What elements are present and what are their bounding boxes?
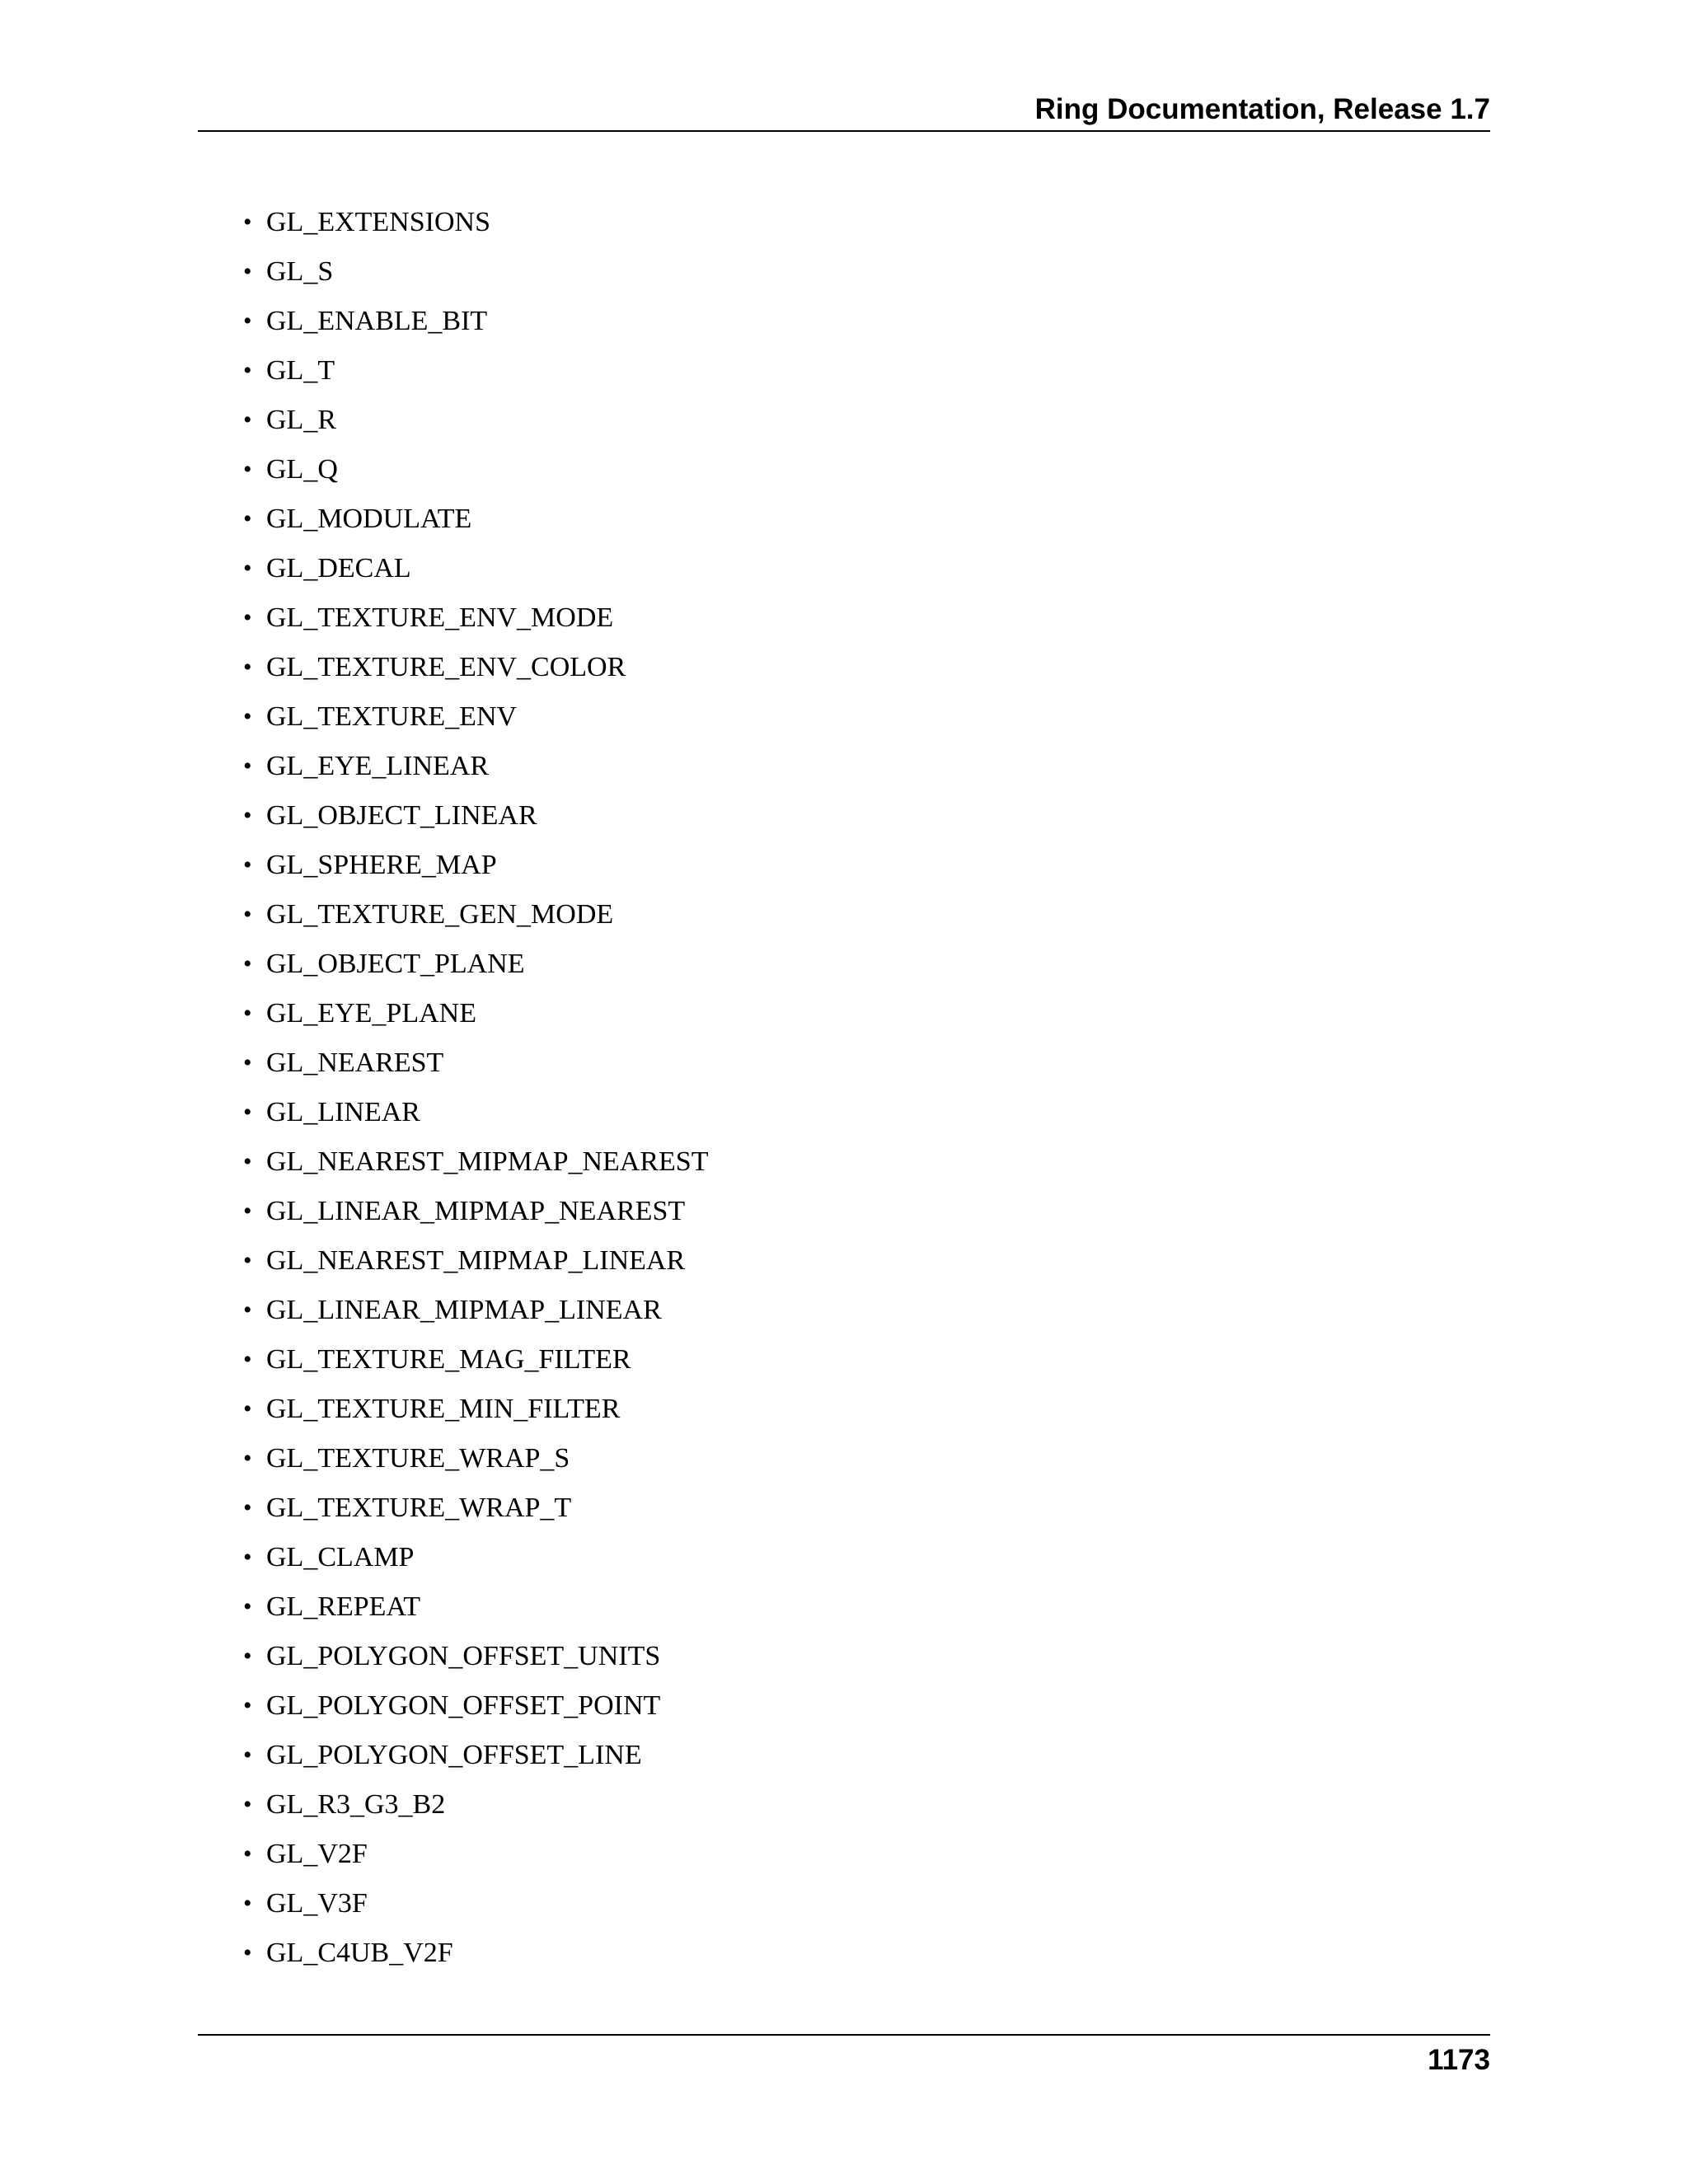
list-item-text: GL_POLYGON_OFFSET_POINT [266,1690,661,1721]
list-item [243,1483,708,1533]
bullet-icon: • [243,1296,252,1324]
list-item [243,346,708,396]
list-item [243,445,708,494]
list-item-text: GL_OBJECT_PLANE [266,949,525,979]
list-item-text: GL_EXTENSIONS [266,207,490,237]
list-item [243,544,708,593]
list-item-text: GL_POLYGON_OFFSET_LINE [266,1740,642,1770]
list-item [243,494,708,544]
bullet-icon: • [243,555,252,582]
bullet-icon: • [243,654,252,681]
bullet-icon: • [243,1840,252,1868]
list-item [243,247,708,297]
list-item-text: GL_TEXTURE_ENV_COLOR [266,652,626,682]
bullet-icon: • [243,307,252,335]
list-item-text: GL_ENABLE_BIT [266,306,488,336]
list-item [243,198,708,247]
list-item [243,1632,708,1681]
list-item-text: GL_TEXTURE_WRAP_S [266,1443,570,1474]
list-item-text: GL_EYE_PLANE [266,998,476,1029]
bullet-icon: • [243,1099,252,1126]
footer-divider [198,2034,1490,2036]
list-item-text: GL_LINEAR_MIPMAP_LINEAR [266,1295,662,1325]
bullet-icon: • [243,752,252,780]
list-item-text: GL_TEXTURE_WRAP_T [266,1493,572,1523]
bullet-icon: • [243,505,252,532]
list-item-text: GL_OBJECT_LINEAR [266,800,537,831]
list-item [243,1830,708,1879]
bullet-icon: • [243,851,252,879]
list-item-text: GL_NEAREST [266,1047,444,1078]
bullet-icon: • [243,1643,252,1670]
bullet-icon: • [243,209,252,236]
bullet-icon: • [243,1692,252,1719]
list-item [243,593,708,643]
list-item-text: GL_POLYGON_OFFSET_UNITS [266,1641,661,1671]
list-item-text: GL_MODULATE [266,504,472,534]
list-item-text: GL_LINEAR [266,1097,420,1127]
list-item [243,1187,708,1236]
list-item-text: GL_T [266,355,335,386]
list-item-text: GL_CLAMP [266,1542,415,1572]
bullet-icon: • [243,901,252,928]
bullet-icon: • [243,1395,252,1422]
list-item [243,1286,708,1335]
list-item [243,692,708,742]
bullet-icon: • [243,258,252,285]
bullet-icon: • [243,1939,252,1966]
bullet-icon: • [243,1890,252,1917]
list-item-text: GL_EYE_LINEAR [266,751,490,781]
bullet-icon: • [243,1593,252,1620]
list-item [243,396,708,445]
list-item [243,1137,708,1187]
list-item [243,1236,708,1286]
list-item [243,742,708,791]
bullet-icon: • [243,1445,252,1472]
bullet-icon: • [243,950,252,977]
list-item-text: GL_R3_G3_B2 [266,1789,446,1820]
list-item-text: GL_R [266,405,336,435]
list-item-text: GL_NEAREST_MIPMAP_NEAREST [266,1146,709,1177]
page-header-title: Ring Documentation, Release 1.7 [1034,93,1490,125]
list-item [243,1038,708,1088]
list-item-text: GL_V3F [266,1888,368,1919]
list-item-text: GL_Q [266,454,338,485]
list-item [243,1385,708,1434]
header-divider [198,130,1490,132]
list-item [243,940,708,989]
list-item [243,1533,708,1582]
list-item-text: GL_V2F [266,1839,368,1869]
list-item [243,1780,708,1830]
list-item [243,890,708,940]
constant-list [243,198,708,1978]
bullet-icon: • [243,1741,252,1769]
bullet-icon: • [243,604,252,631]
list-item-text: GL_TEXTURE_MAG_FILTER [266,1344,631,1375]
list-item [243,841,708,890]
page-number: 1173 [1428,2044,1490,2076]
bullet-icon: • [243,703,252,730]
bullet-icon: • [243,802,252,829]
bullet-icon: • [243,1494,252,1521]
list-item-text: GL_C4UB_V2F [266,1938,453,1968]
list-item-text: GL_LINEAR_MIPMAP_NEAREST [266,1196,686,1226]
list-item [243,791,708,841]
bullet-icon: • [243,456,252,483]
list-item-text: GL_S [266,256,334,287]
bullet-icon: • [243,1346,252,1373]
bullet-icon: • [243,1148,252,1175]
bullet-icon: • [243,1544,252,1571]
list-item [243,1929,708,1978]
list-item-text: GL_REPEAT [266,1591,420,1622]
list-item [243,1879,708,1929]
list-item-text: GL_TEXTURE_ENV [266,701,518,732]
bullet-icon: • [243,1791,252,1818]
list-item [243,1731,708,1780]
bullet-icon: • [243,357,252,384]
bullet-icon: • [243,406,252,434]
bullet-icon: • [243,1247,252,1274]
list-item-text: GL_DECAL [266,553,411,583]
list-item [243,643,708,692]
list-item-text: GL_SPHERE_MAP [266,850,497,880]
list-item [243,1582,708,1632]
list-item [243,1088,708,1137]
list-item [243,1434,708,1483]
bullet-icon: • [243,1049,252,1076]
list-item-text: GL_NEAREST_MIPMAP_LINEAR [266,1245,686,1276]
list-item-text: GL_TEXTURE_MIN_FILTER [266,1394,621,1424]
bullet-icon: • [243,1000,252,1027]
list-item [243,989,708,1038]
list-item [243,1681,708,1731]
list-item-text: GL_TEXTURE_ENV_MODE [266,602,614,633]
list-item [243,1335,708,1385]
bullet-icon: • [243,1197,252,1225]
list-item [243,297,708,346]
list-item-text: GL_TEXTURE_GEN_MODE [266,899,614,930]
